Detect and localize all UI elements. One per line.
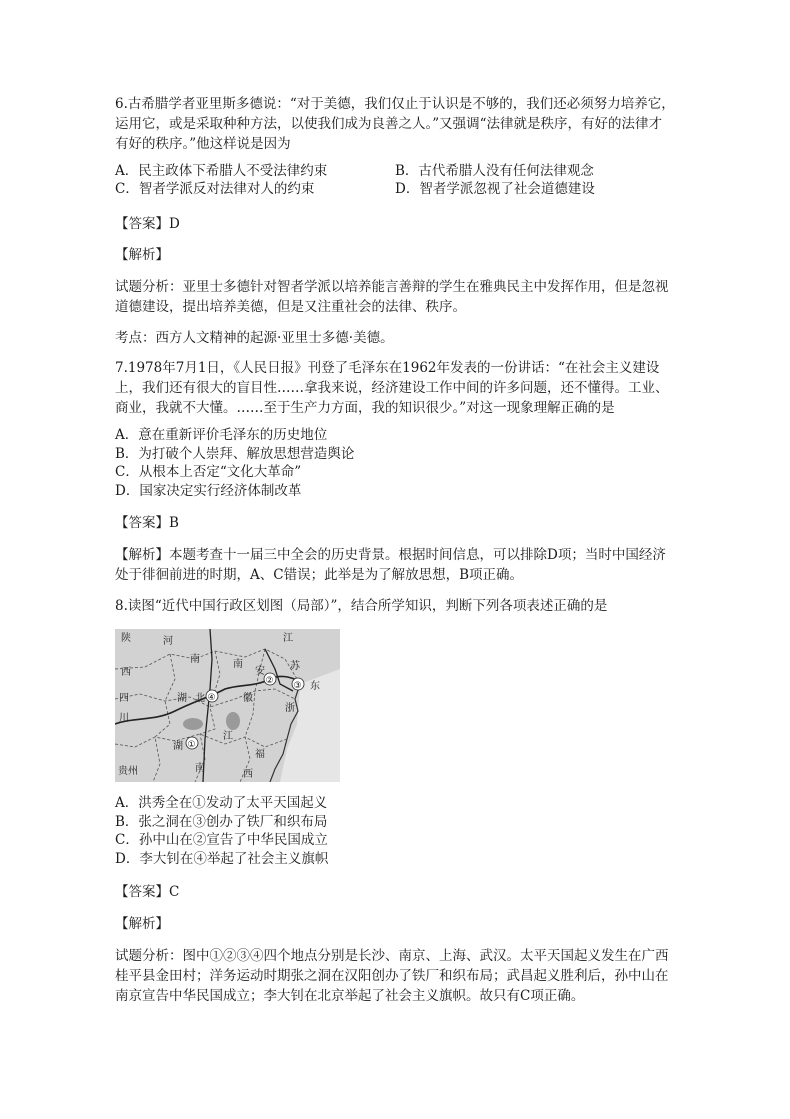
map-label: 福 bbox=[255, 749, 265, 760]
q8-option-c: C．孙中山在②宣告了中华民国成立 bbox=[115, 832, 328, 848]
map-label: 苏 bbox=[290, 661, 300, 672]
q8-option-d: D．李大钊在④举起了社会主义旗帜 bbox=[115, 850, 329, 867]
map-label: 浙 bbox=[285, 703, 295, 714]
q7-option-d: D．国家决定实行经济体制改革 bbox=[115, 482, 302, 499]
q8-option-b: B．张之洞在③创办了铁厂和织布局 bbox=[115, 813, 328, 830]
map-label: 徽 bbox=[243, 693, 253, 704]
q6-analysis: 试题分析：亚里士多德针对智者学派以培养能言善辩的学生在雅典民主中发挥作用，但是忽视道德建设，提出培养美德，但是又注重社会的法律、秩序。 bbox=[115, 279, 669, 315]
q8-analysis: 试题分析：图中①②③④四个地点分别是长沙、南京、上海、武汉。太平天国起义发生在广西桂平县金田村；洋务运动时期张之洞在汉阳创办了铁厂和织布局；武昌起义胜利后，孙中山在南京宣告中华民国成立；李大钊在北京举起了社会主义旗帜。故只有C项正确。 bbox=[115, 948, 669, 1004]
map-label: 四 bbox=[119, 693, 129, 704]
q7-options bbox=[115, 426, 354, 500]
q6-analysis-label: 【解析】 bbox=[115, 247, 169, 263]
q6-kaodian: 考点：西方人文精神的起源·亚里士多德·美德。 bbox=[115, 330, 394, 346]
map-label: 北 bbox=[195, 693, 205, 704]
map-label: 贵州 bbox=[118, 766, 138, 777]
map-label: 江 bbox=[223, 731, 233, 742]
q8-options bbox=[115, 794, 328, 868]
q7-answer: 【答案】B bbox=[115, 515, 179, 531]
q8-analysis-label: 【解析】 bbox=[115, 916, 169, 932]
map-label: 安 bbox=[255, 666, 265, 677]
q8-stem: 8.读图“近代中国行政区划图（局部）”，结合所学知识，判断下列各项表述正确的是 bbox=[115, 598, 608, 614]
map-label: 湖 bbox=[173, 741, 183, 752]
map-label: ③ bbox=[293, 681, 302, 691]
q7-stem: 7.1978年7月1日，《人民日报》刊登了毛泽东在1962年发表的一份讲话：“在社会主义建设上，我们还有很大的盲目性……拿我来说，经济建设工作中间的许多问题，还不懂得。工业、商业，我就不大懂。……至于生产力方面，我的知识很少。”对这一现象理解正确的是 bbox=[115, 360, 669, 416]
map-graphic bbox=[115, 629, 340, 782]
map-label: 南 bbox=[233, 659, 243, 670]
q6-option-d: D．智者学派忽视了社会道德建设 bbox=[395, 181, 595, 197]
map-label: 南 bbox=[190, 654, 200, 665]
china-admin-map bbox=[115, 629, 340, 782]
map-label: 河 bbox=[163, 636, 173, 647]
q6-options-row1 bbox=[115, 161, 675, 181]
map-label: ① bbox=[187, 740, 196, 750]
q6-stem: 6.古希腊学者亚里斯多德说：“对于美德，我们仅止于认识是不够的，我们还必须努力培养它，运用它，或是采取种种方法，以使我们成为良善之人。”又强调“法律就是秩序，有好的法律才有好的秩序。”他这样说是因为 bbox=[115, 96, 675, 152]
q7-option-a: A．意在重新评价毛泽东的历史地位 bbox=[115, 427, 328, 443]
map-label: 南 bbox=[195, 763, 205, 774]
map-label: 陕 bbox=[121, 633, 131, 644]
map-label: ② bbox=[265, 676, 274, 686]
map-label: 东 bbox=[310, 681, 320, 692]
map-label: 湖 bbox=[177, 693, 187, 704]
q7-option-b: B．为打破个人崇拜、解放思想营造舆论 bbox=[115, 445, 355, 462]
q8-answer: 【答案】C bbox=[115, 884, 180, 900]
map-label: ④ bbox=[207, 693, 216, 703]
map-label: 川 bbox=[119, 713, 129, 724]
map-label: 江 bbox=[283, 633, 293, 644]
q6-option-b: B．古代希腊人没有任何法律观念 bbox=[395, 163, 594, 179]
q7-option-c: C．从根本上否定“文化大革命” bbox=[115, 464, 302, 480]
map-label: 西 bbox=[243, 769, 253, 780]
q6-option-a: A．民主政体下希腊人不受法律约束 bbox=[115, 163, 328, 179]
q6-answer: 【答案】D bbox=[115, 216, 180, 232]
q7-analysis: 【解析】本题考查十一届三中全会的历史背景。根据时间信息，可以排除D项；当时中国经济处于徘徊前进的时期，A、C错误；此举是为了解放思想，B项正确。 bbox=[115, 547, 666, 583]
q8-option-a: A．洪秀全在①发动了太平天国起义 bbox=[115, 795, 328, 811]
q6-option-c: C．智者学派反对法律对人的约束 bbox=[115, 181, 315, 197]
q6-options-row2 bbox=[115, 179, 675, 199]
map-label: 西 bbox=[121, 667, 131, 678]
